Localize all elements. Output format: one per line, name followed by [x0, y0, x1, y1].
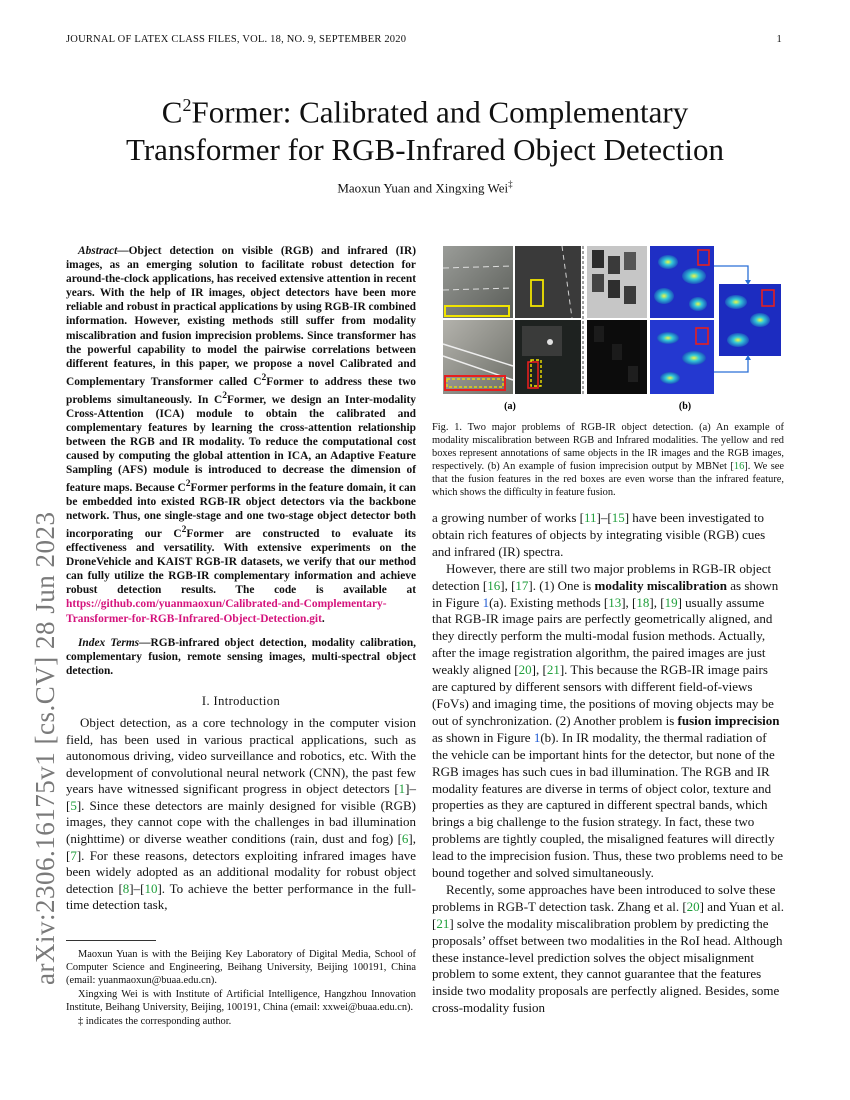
figure-caption	[432, 422, 784, 499]
citation-link[interactable]: 17	[515, 577, 529, 593]
figure-1	[432, 246, 784, 418]
text: ], [	[500, 577, 516, 593]
text: ] usually assume that RGB-IR image pairs are perfectly geometrically aligned, and they directly perform the multi-modal fusion methods. Actually, after the image registration algorithm, the paired images are just weakly aligned [	[432, 594, 773, 678]
intro-paragraph	[66, 715, 416, 914]
intro-text-f: ]–[	[129, 880, 145, 896]
citation-link[interactable]: 6	[401, 831, 409, 847]
text: ]–[	[596, 510, 612, 525]
rgb-image-bottom	[443, 320, 513, 394]
footnotes	[66, 940, 416, 1029]
text: Recently, some approaches have been introduced to solve these problems in RGB-T detection task. Zhang et al. [	[432, 881, 776, 914]
abstract-sup-1: 2	[261, 372, 267, 383]
citation-link[interactable]: 8	[122, 880, 130, 896]
citation-link[interactable]: 18	[636, 594, 650, 610]
figure-ref-link[interactable]: 1	[533, 729, 541, 745]
text: ] and Yuan et al. [	[432, 898, 785, 931]
bold-term: modality miscalibration	[594, 577, 728, 593]
abstract-sup-3: 2	[185, 479, 191, 490]
intro-text-c: ]. Since these detectors are mainly designed for visible (RGB) images, they cannot cope with the challenges in bad illumination (nighttime) or diverse weather conditions (rain, dust and fog) [	[66, 797, 416, 847]
citation-link[interactable]: 15	[611, 510, 625, 525]
right-column-body	[432, 510, 784, 1017]
text: a growing number of works [	[432, 510, 584, 525]
paper-title	[66, 86, 784, 169]
title-c: C	[161, 94, 183, 130]
arrow-icon	[714, 266, 748, 282]
index-terms-text: —RGB-infrared object detection, modality calibration, complementary fusion, remote sensing images, multi-spectral object detection.	[66, 636, 416, 677]
left-column	[66, 244, 416, 914]
corresponding-mark: ‡	[508, 179, 513, 189]
text: ], [	[649, 594, 665, 610]
abstract-sup-2: 2	[222, 390, 227, 401]
citation-link[interactable]: 21	[436, 915, 450, 931]
intro-text-g: ]. To achieve the better performance in the full-time detection task,	[66, 880, 416, 913]
text: ]. This because the RGB-IR image pairs are captured by different sensors with different field-of-views (FoVs) and imaging time, the positions of moving objects may be out of synchronization. (2) Another problem is	[432, 662, 774, 728]
feature-heatmap-2	[650, 320, 714, 394]
footnote-author2: Xingxing Wei is with Institute of Artificial Intelligence, Hangzhou Innovation Institute, Beihang University, Beijing, 100191, China (email: xxwei@buaa.edu.cn).	[66, 988, 416, 1013]
footnote-author1: Maoxun Yuan is with the Beijing Key Laboratory of Digital Media, School of Computer Science and Engineering, Beihang University, Beijing 100191, China (email: yuanmaoxun@buaa.edu.cn).	[66, 949, 416, 986]
feature-heatmap-1	[650, 246, 714, 318]
figure-label-a: (a)	[504, 401, 516, 412]
text: (b). In IR modality, the thermal radiation of the vehicle can be important hints for the detector, but none of the RGB images has such cues in bad illumination. The RGB and IR modality features are diverse in terms of object color, texture and properties as they are captured in different spectral bands, which brings a big challenge to the fusion strategy. In fact, these two problems are tightly coupled, the misaligned features will directly lead to the imprecision fusion. Thus, these two problems need to be bound together and solved simultaneously.	[432, 729, 784, 881]
abstract-sup-4: 2	[181, 525, 187, 536]
paragraph	[432, 882, 784, 1017]
page-number: 1	[776, 34, 782, 45]
paragraph	[432, 561, 784, 882]
text: (a). Existing methods [	[489, 594, 609, 610]
abstract-label: Abstract	[78, 245, 118, 257]
title-line2: Transformer for RGB-Infrared Object Detection	[126, 132, 724, 168]
ir-image-bottom	[515, 320, 581, 394]
text: as shown in Figure	[432, 729, 534, 745]
rgb-image-top	[443, 246, 513, 318]
footnote-corresponding: ‡ indicates the corresponding author.	[78, 1015, 232, 1027]
index-terms	[66, 636, 416, 678]
feature-heatmap-fused	[719, 284, 781, 356]
intro-text-e: ]. For these reasons, detectors exploiting infrared images have been widely adopted as an additional modality for robust object detection [	[66, 847, 416, 896]
citation-link[interactable]: 19	[664, 594, 678, 610]
caption-text-b: ]. We see that the fusion features in the red boxes are even worse than the infrared feature, which shows the difficulty in feature fusion.	[432, 460, 784, 498]
citation-link[interactable]: 16	[733, 460, 745, 472]
citation-link[interactable]: 13	[608, 594, 622, 610]
text: ] solve the modality miscalibration problem by predicting the proposals’ offset between two modalities in the RoI head. Although these instance-level prediction solves the object misalignment problem to some extent, they cannot guarantee that the features inside two modality proposals are perfectly aligned. Besides, some cross-modality fusion	[432, 915, 783, 1016]
bold-term: fusion imprecision	[677, 712, 780, 728]
author-names: Maoxun Yuan and Xingxing Wei	[337, 180, 509, 196]
text: ], [	[621, 594, 637, 610]
arrow-icon	[714, 358, 748, 372]
text: However, there are still two major problems in RGB-IR object detection [	[432, 560, 772, 593]
abstract-text-2: Former to address these two problems simultaneously. In C	[66, 375, 416, 406]
ir-image-top	[515, 246, 581, 318]
code-link[interactable]: https://github.com/yuanmaoxun/Calibrated-and-Complementary-Transformer-for-RGB-Infrared-Object-Detection.git	[66, 598, 387, 625]
citation-link[interactable]: 11	[584, 510, 597, 525]
right-column-top	[432, 246, 784, 499]
abstract-text-3: Former, we design an Inter-modality Cross-Attention (ICA) module to obtain the calibrated and complementary features by learning the cross-attention relationship between the RGB and IR modality. To reduce the computational cost caused by computing the global attention in ICA, an Adaptive Feature Sampling (AFS) module is introduced to decrease the dimension of feature maps. Because C	[66, 393, 416, 494]
text: ]. (1) One is	[528, 577, 595, 593]
citation-link[interactable]: 10	[144, 880, 158, 896]
intro-text-d: ], [	[66, 831, 416, 863]
abstract-text-5: Former are constructed to evaluate its effectiveness and versatility. With extensive experiments on the DroneVehicle and KAIST RGB-IR datasets, we verify that our method can fully utilize the RGB-IR complementary information and achieve robust detection results. The code is available at	[66, 527, 416, 597]
intro-text-b: ]–[	[66, 781, 416, 813]
citation-link[interactable]: 20	[518, 662, 532, 678]
abstract	[66, 244, 416, 626]
journal-header: JOURNAL OF LATEX CLASS FILES, VOL. 18, NO. 9, SEPTEMBER 2020	[66, 34, 407, 45]
running-header	[66, 34, 782, 45]
citation-link[interactable]: 5	[70, 797, 77, 813]
abstract-text-4: Former performs in the feature domain, it can be embedded into existed RGB-IR object detectors via the backbone network. Thus, one single-stage and one two-stage object detector both incorporating our C	[66, 481, 416, 540]
abstract-text-1: —Object detection on visible (RGB) and infrared (IR) images, as an emerging solution to facilitate robust detection for around-the-clock applications, has received extensive attention in recent years. With the help of IR images, object detectors have been more reliable and robust in practical applications by using RGB-IR combined information. However, existing methods still suffer from modality miscalibration and fusion imprecision problems. Since transformer has the powerful capability to model the pairwise correlations between different features, in this paper, we propose a novel Calibrated and Complementary Transformer called C	[66, 245, 416, 388]
abstract-end: .	[321, 612, 325, 625]
citation-link[interactable]: 1	[398, 781, 406, 797]
intro-text-a: Object detection, as a core technology in the computer vision field, has been used in various practical applications, such as autonomous driving, video surveillance and robotics, etc. With the development of convolutional neural network (CNN), the past few years have witnessed significant progress in object detectors [	[66, 714, 416, 797]
caption-text-a: Fig. 1. Two major problems of RGB-IR object detection. (a) An example of modality miscalibration between RGB and Infrared modalities. The yellow and red boxes represent annotations of same objects in the IR images and the RGB images, respectively. (b) An example of fusion imprecision output by MBNet [	[432, 422, 784, 472]
arxiv-stamp: arXiv:2306.16175v1 [cs.CV] 28 Jun 2023	[30, 511, 60, 985]
text: ] have been investigated to obtain rich features of objects by integrating visible (RGB) cues and infrared (IR) spectra.	[432, 510, 766, 559]
figure-label-b: (b)	[678, 401, 692, 412]
citation-link[interactable]: 21	[546, 662, 560, 678]
index-terms-label: Index Terms	[78, 636, 140, 649]
title-line1: Former: Calibrated and Complementary	[191, 94, 689, 130]
section-heading-introduction: I. Introduction	[201, 693, 281, 708]
fusion-gray-top	[587, 246, 647, 318]
citation-link[interactable]: 16	[487, 577, 501, 593]
title-sup: 2	[182, 95, 192, 115]
figure-ref-link[interactable]: 1	[482, 594, 490, 610]
figure-1-image	[432, 246, 784, 418]
text: ], [	[531, 662, 547, 678]
fusion-gray-bottom	[587, 320, 647, 394]
citation-link[interactable]: 20	[686, 898, 700, 914]
paragraph	[432, 510, 784, 561]
authors	[66, 179, 784, 196]
citation-link[interactable]: 7	[70, 847, 77, 863]
text: as shown in Figure	[432, 577, 779, 610]
footnote-rule	[66, 940, 156, 941]
